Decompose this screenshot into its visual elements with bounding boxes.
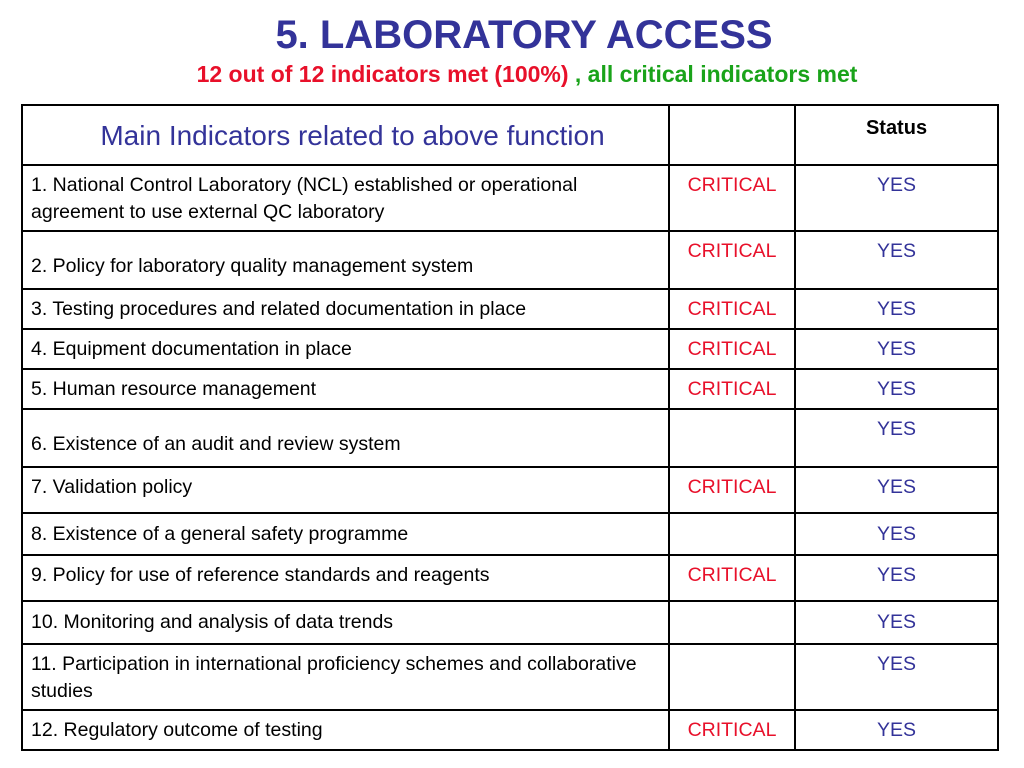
critical-cell: CRITICAL bbox=[669, 467, 795, 513]
table-row bbox=[22, 289, 998, 329]
indicator-cell: 8. Existence of a general safety programme bbox=[22, 513, 669, 555]
status-cell: YES bbox=[795, 467, 998, 513]
status-cell: YES bbox=[795, 289, 998, 329]
critical-cell: CRITICAL bbox=[669, 289, 795, 329]
table-row bbox=[22, 467, 998, 513]
indicator-cell: 11. Participation in international proficiency schemes and collaborative studies bbox=[22, 644, 669, 710]
table-row bbox=[22, 409, 998, 467]
critical-cell: CRITICAL bbox=[669, 369, 795, 409]
indicators-table bbox=[21, 104, 999, 751]
table-row bbox=[22, 555, 998, 601]
critical-cell bbox=[669, 409, 795, 467]
indicator-cell: 7. Validation policy bbox=[22, 467, 669, 513]
critical-met-summary: , all critical indicators met bbox=[574, 61, 858, 87]
status-cell: YES bbox=[795, 710, 998, 750]
table-row bbox=[22, 644, 998, 710]
critical-cell bbox=[669, 644, 795, 710]
status-cell: YES bbox=[795, 369, 998, 409]
slide-subtitle bbox=[0, 60, 1024, 88]
indicator-cell: 1. National Control Laboratory (NCL) established or operational agreement to use external QC laboratory bbox=[22, 165, 669, 231]
status-cell: YES bbox=[795, 165, 998, 231]
status-cell: YES bbox=[795, 513, 998, 555]
table-row bbox=[22, 231, 998, 289]
status-cell: YES bbox=[795, 409, 998, 467]
critical-cell: CRITICAL bbox=[669, 710, 795, 750]
header-indicator: Main Indicators related to above function bbox=[22, 105, 669, 165]
indicator-cell: 2. Policy for laboratory quality management system bbox=[22, 231, 669, 289]
status-cell: YES bbox=[795, 231, 998, 289]
header-status: Status bbox=[795, 105, 998, 165]
indicators-met-summary: 12 out of 12 indicators met (100%) bbox=[196, 61, 569, 87]
table-row bbox=[22, 710, 998, 750]
critical-cell: CRITICAL bbox=[669, 555, 795, 601]
table-row bbox=[22, 369, 998, 409]
indicator-cell: 12. Regulatory outcome of testing bbox=[22, 710, 669, 750]
slide-title: 5. LABORATORY ACCESS bbox=[275, 13, 773, 57]
status-cell: YES bbox=[795, 601, 998, 644]
indicator-cell: 3. Testing procedures and related documentation in place bbox=[22, 289, 669, 329]
status-cell: YES bbox=[795, 329, 998, 369]
table-row bbox=[22, 513, 998, 555]
critical-cell bbox=[669, 601, 795, 644]
status-cell: YES bbox=[795, 555, 998, 601]
indicator-cell: 4. Equipment documentation in place bbox=[22, 329, 669, 369]
table-row bbox=[22, 165, 998, 231]
critical-cell: CRITICAL bbox=[669, 231, 795, 289]
indicator-cell: 10. Monitoring and analysis of data trends bbox=[22, 601, 669, 644]
indicator-cell: 6. Existence of an audit and review system bbox=[22, 409, 669, 467]
indicator-cell: 5. Human resource management bbox=[22, 369, 669, 409]
critical-cell bbox=[669, 513, 795, 555]
indicator-cell: 9. Policy for use of reference standards and reagents bbox=[22, 555, 669, 601]
critical-cell: CRITICAL bbox=[669, 329, 795, 369]
table-row bbox=[22, 601, 998, 644]
table-header-row bbox=[22, 105, 998, 165]
table-row bbox=[22, 329, 998, 369]
critical-cell: CRITICAL bbox=[669, 165, 795, 231]
header-critical bbox=[669, 105, 795, 165]
status-cell: YES bbox=[795, 644, 998, 710]
